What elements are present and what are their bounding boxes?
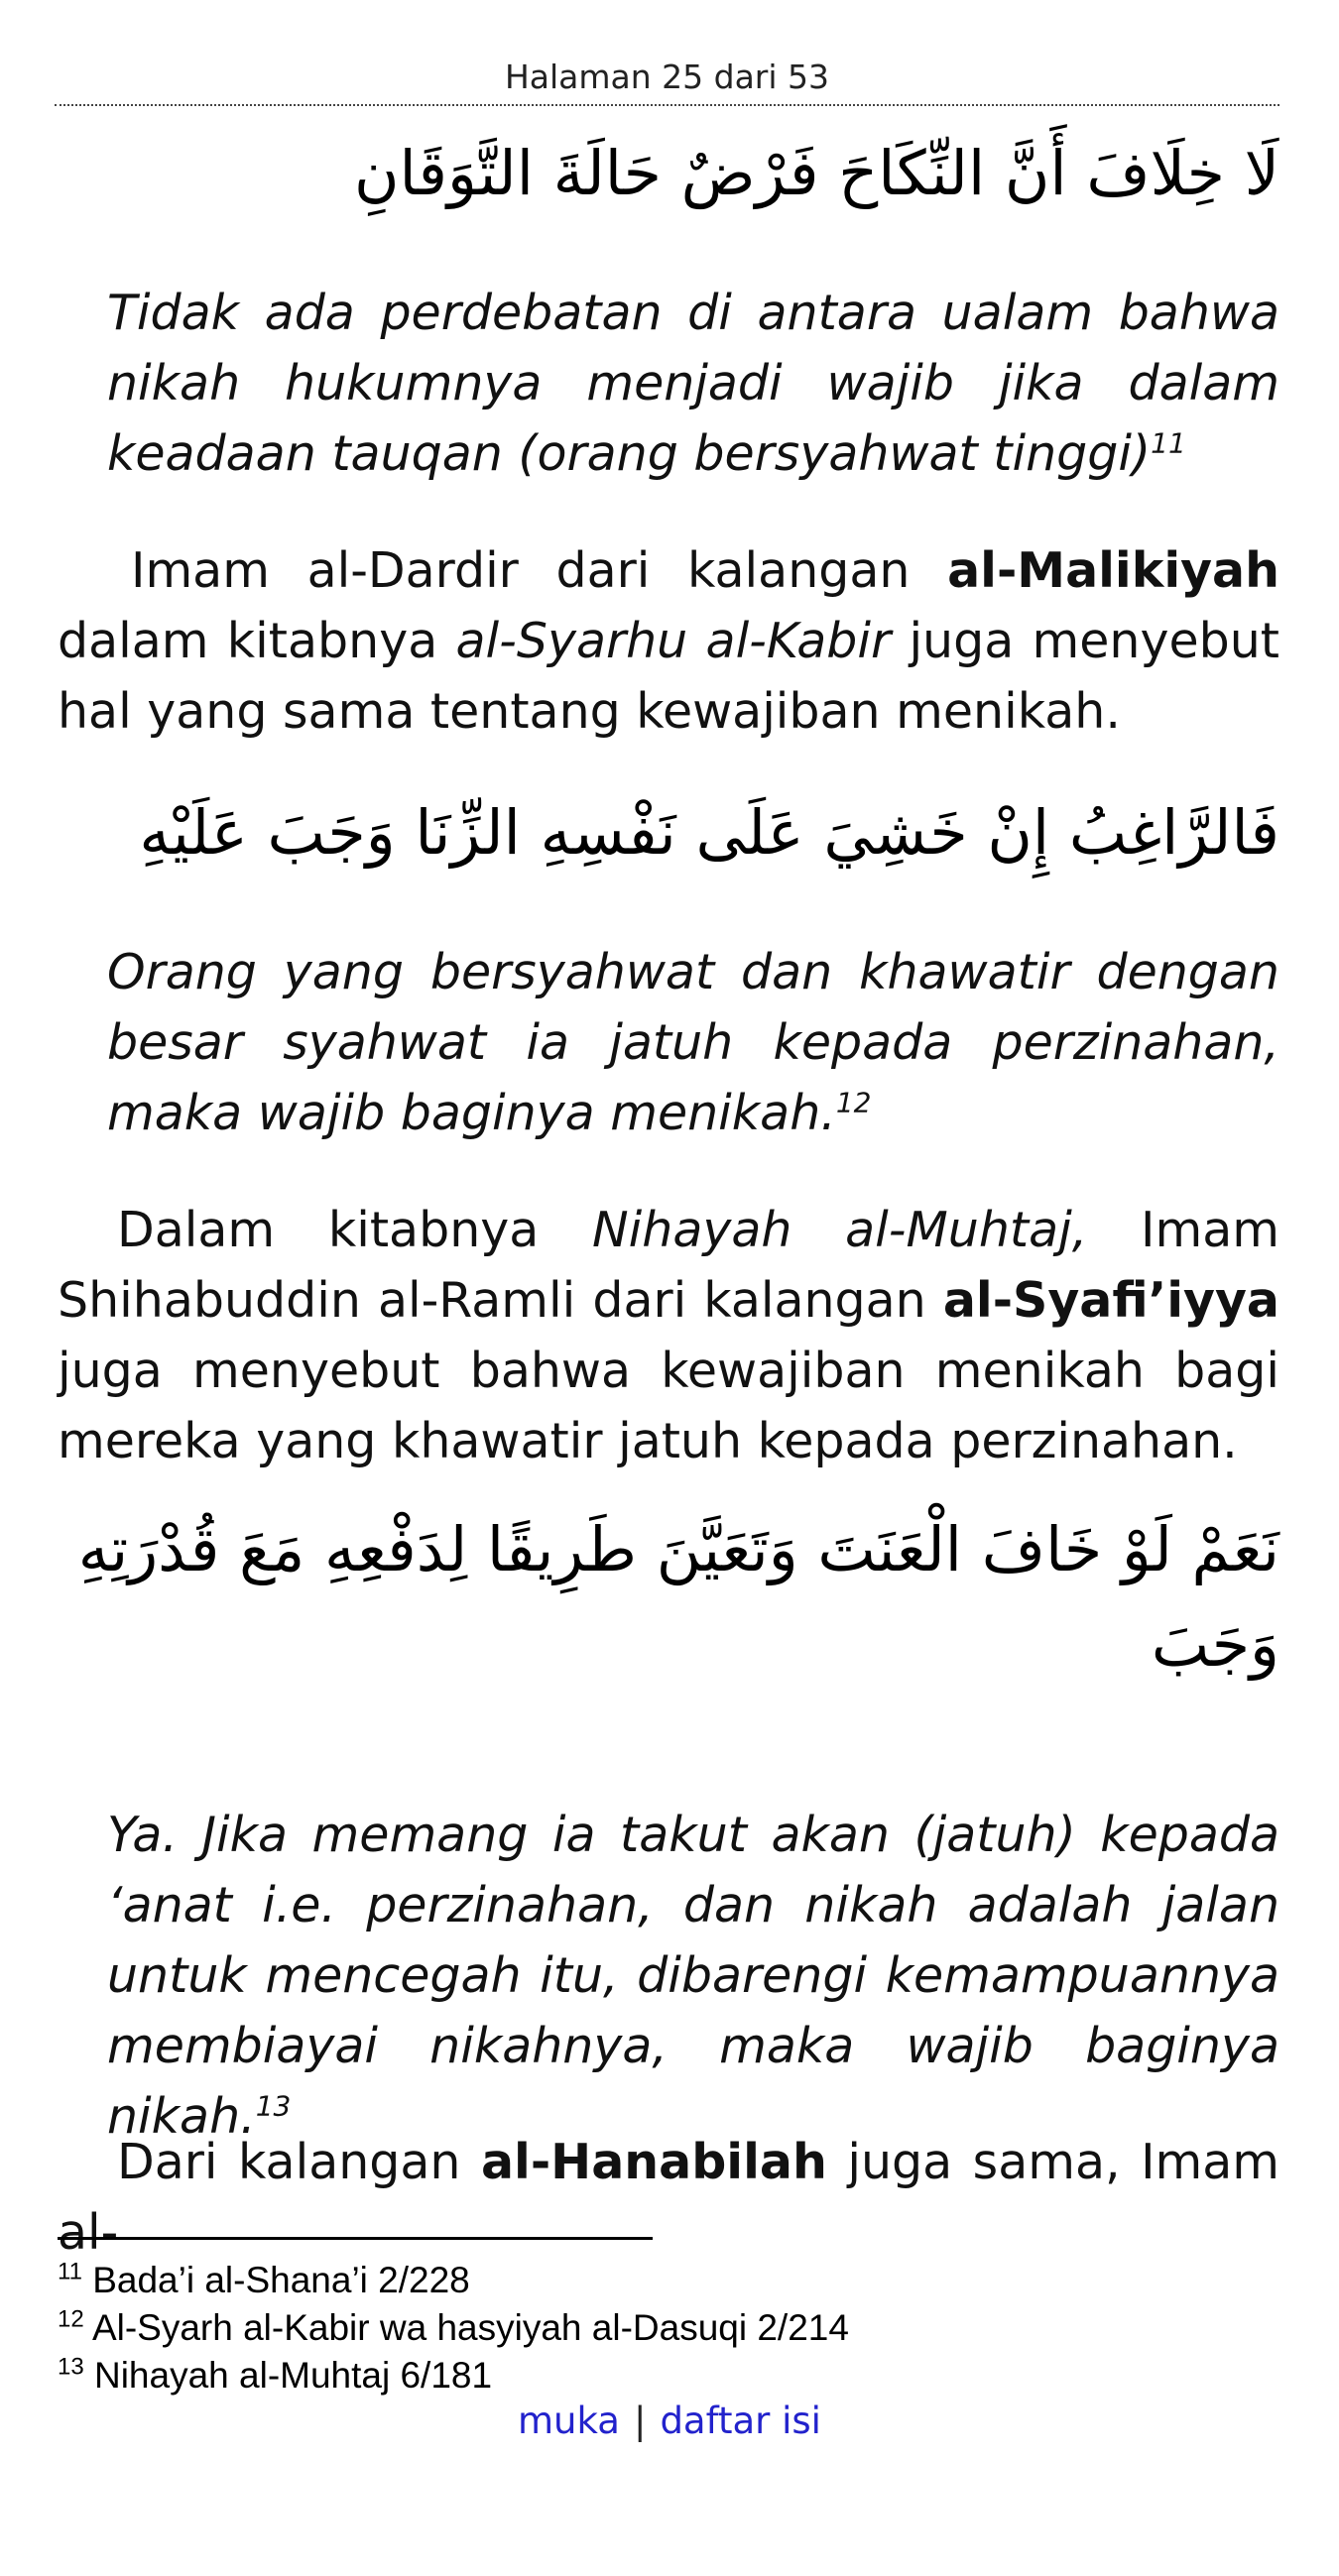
footnote-13 <box>58 2352 1149 2400</box>
footnote-text: Al-Syarh al-Kabir wa hasyiyah al-Dasuqi 2/214 <box>91 2307 849 2348</box>
paragraph-syafiiyya <box>58 1195 1279 1476</box>
table-of-contents-link[interactable]: daftar isi <box>660 2400 821 2442</box>
footnote-ref-11[interactable]: 11 <box>1151 426 1186 460</box>
madhhab-hanabilah: al-Hanabilah <box>480 2134 827 2190</box>
arabic-quote-2: فَالرَّاغِبُ إِنْ خَشِيَ عَلَى نَفْسِهِ الزِّنَا وَجَبَ عَلَيْهِ <box>139 796 1279 869</box>
translation-2-text: Orang yang bersyahwat dan khawatir dengan besar syahwat ia jatuh kepada perzinahan, maka wajib baginya menikah. <box>107 944 1279 1141</box>
translation-1-text: Tidak ada perdebatan di antara ualam bahwa nikah hukumnya menjadi wajib jika dalam keadaan tauqan (orang bersyahwat tinggi) <box>107 285 1279 482</box>
translation-3-text: Ya. Jika memang ia takut akan (jatuh) kepada ‘anat i.e. perzinahan, dan nikah adalah jalan untuk mencegah itu, dibarengi kemampuannya membiayai nikahnya, maka wajib baginya nikah. <box>107 1807 1279 2145</box>
para2-text-a: Dalam kitabnya <box>117 1202 592 1258</box>
paragraph-malikiyah <box>58 535 1279 747</box>
translation-3 <box>107 1800 1279 2152</box>
para2-text-e: juga menyebut bahwa kewajiban menikah bagi mereka yang khawatir jatuh kepada perzinahan. <box>58 1343 1279 1469</box>
para3-text-a: Dari kalangan <box>117 2134 481 2190</box>
para1-text-e: juga menyebut hal yang sama tentang kewajiban menikah. <box>58 613 1279 740</box>
footnote-divider <box>58 2237 653 2240</box>
footnote-text: Nihayah al-Muhtaj 6/181 <box>93 2355 493 2396</box>
footnotes <box>58 2257 1149 2400</box>
arabic-quote-3: نَعَمْ لَوْ خَافَ الْعَنَتَ وَتَعَيَّنَ طَرِيقًا لِدَفْعِهِ مَعَ قُدْرَتِهِ وَجَبَ <box>77 1513 1279 1682</box>
para3-text-c: juga sama, Imam al- <box>58 2134 1280 2261</box>
footnote-ref-12[interactable]: 12 <box>835 1086 872 1119</box>
book-title-nihayah: Nihayah al-Muhtaj, <box>592 1202 1088 1258</box>
page-number-label: Halaman 25 dari 53 <box>504 58 830 96</box>
page-navigation <box>0 2400 1339 2442</box>
footnote-11 <box>58 2257 1149 2304</box>
arabic-quote-1: لَا خِلَافَ أَنَّ النِّكَاحَ فَرْضٌ حَالَةَ التَّوَقَانِ <box>354 137 1279 209</box>
madhhab-syafiiyya: al-Syafi’iyya <box>942 1272 1279 1329</box>
home-link[interactable]: muka <box>518 2400 620 2442</box>
para1-text-c: dalam kitabnya <box>58 613 456 669</box>
para1-text-a: Imam al-Dardir dari kalangan <box>131 542 948 599</box>
book-title-syarh-kabir: al-Syarhu al-Kabir <box>455 613 892 669</box>
translation-2 <box>107 937 1279 1148</box>
madhhab-malikiyah: al-Malikiyah <box>947 542 1279 599</box>
footnote-12 <box>58 2304 1149 2352</box>
page-header <box>55 58 1279 106</box>
footnote-number: 12 <box>58 2305 84 2333</box>
footnote-number: 11 <box>58 2258 82 2285</box>
translation-1 <box>107 278 1279 489</box>
footnote-ref-13[interactable]: 13 <box>255 2089 292 2123</box>
footnote-number: 13 <box>58 2353 84 2381</box>
para2-text-c: Imam Shihabuddin al-Ramli dari kalangan <box>58 1202 1279 1329</box>
paragraph-hanabilah <box>58 2127 1279 2268</box>
footnote-text: Bada’i al-Shana’i 2/228 <box>92 2260 470 2300</box>
nav-separator: | <box>633 2400 647 2442</box>
